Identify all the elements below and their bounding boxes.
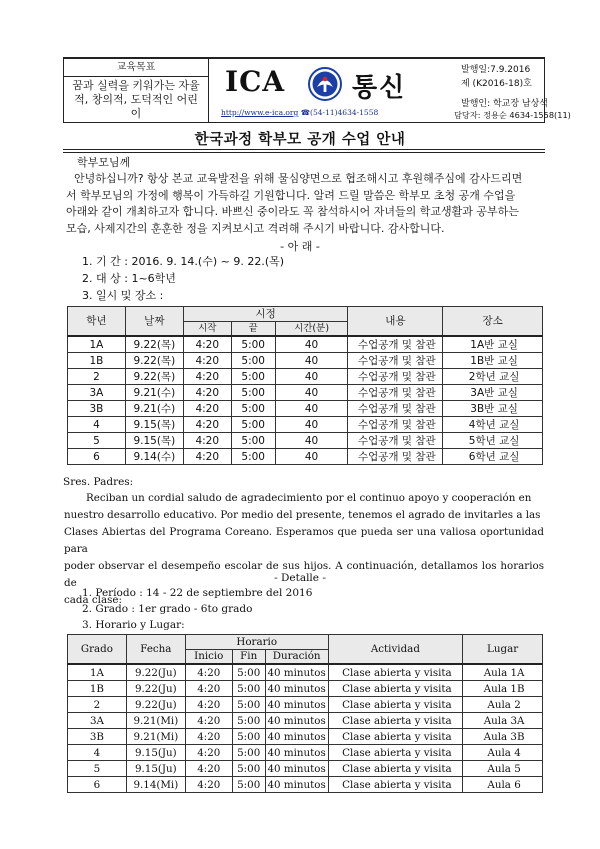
spanish-body-line: nuestro desarrollo educativo. Por medio del presente, tenemos el agrado de invitarles a las xyxy=(64,509,541,521)
logo-title: 통신 xyxy=(352,73,407,103)
table-cell-duration: 40 minutos xyxy=(265,664,328,681)
spanish-greeting: Sres. Padres: xyxy=(63,476,134,488)
table-row xyxy=(68,369,543,385)
table-cell-duration: 40 xyxy=(275,449,348,465)
table-cell-end: 5:00 xyxy=(232,664,265,681)
table-cell-content: 수업공개 및 참관 xyxy=(348,433,443,449)
table-cell-end: 5:00 xyxy=(232,713,265,729)
column-header: Duración xyxy=(265,650,328,664)
table-cell-place: Aula 3A xyxy=(463,713,543,729)
table-cell-date: 9.15(Ju) xyxy=(126,761,185,777)
table-cell-place: Aula 6 xyxy=(463,777,543,793)
title-divider xyxy=(63,152,545,153)
table-cell-place: Aula 1B xyxy=(463,681,543,697)
table-cell-duration: 40 minutos xyxy=(265,697,328,713)
table-cell-place: Aula 5 xyxy=(463,761,543,777)
table-cell-duration: 40 xyxy=(275,433,348,449)
table-cell-end: 5:00 xyxy=(231,369,275,385)
spanish-body-line: Clases Abiertas del Programa Coreano. Esperamos que pueda ser una valiosa oportunidad para xyxy=(64,526,544,555)
column-header: Fin xyxy=(232,650,265,664)
table-cell-start: 4:20 xyxy=(183,336,231,353)
column-header: 시간(분) xyxy=(275,322,348,336)
table-row xyxy=(68,697,543,713)
table-row xyxy=(68,729,543,745)
table-cell-content: Clase abierta y visita xyxy=(328,664,463,681)
table-cell-date: 9.15(목) xyxy=(125,417,183,433)
table-cell-duration: 40 minutos xyxy=(265,729,328,745)
column-header: Inicio xyxy=(185,650,232,664)
table-cell-grade: 3A xyxy=(68,385,126,401)
table-cell-content: Clase abierta y visita xyxy=(328,761,463,777)
table-cell-duration: 40 xyxy=(275,417,348,433)
table-cell-end: 5:00 xyxy=(231,401,275,417)
table-cell-duration: 40 xyxy=(275,336,348,353)
table-cell-content: Clase abierta y visita xyxy=(328,729,463,745)
table-cell-content: 수업공개 및 참관 xyxy=(348,385,443,401)
table-cell-start: 4:20 xyxy=(185,697,232,713)
table-row xyxy=(68,761,543,777)
table-cell-place: 1A반 교실 xyxy=(443,336,543,353)
table-cell-place: Aula 2 xyxy=(463,697,543,713)
table-row xyxy=(68,353,543,369)
table-cell-content: 수업공개 및 참관 xyxy=(348,369,443,385)
spanish-body-line: Reciban un cordial saludo de agradecimiento por el continuo apoyo y cooperación en xyxy=(86,492,532,504)
table-cell-grade: 4 xyxy=(68,745,127,761)
table-cell-grade: 6 xyxy=(68,777,127,793)
column-header: 날짜 xyxy=(125,307,183,337)
table-row xyxy=(68,745,543,761)
spanish-grade: 2. Grado : 1er grado - 6to grado xyxy=(82,603,253,615)
table-cell-start: 4:20 xyxy=(183,449,231,465)
education-goal-label: 교육목표 xyxy=(64,59,208,77)
table-cell-date: 9.14(Mi) xyxy=(126,777,185,793)
table-cell-start: 4:20 xyxy=(185,729,232,745)
table-cell-grade: 6 xyxy=(68,449,126,465)
table-cell-start: 4:20 xyxy=(183,433,231,449)
korean-schedule-table xyxy=(67,306,543,465)
table-cell-date: 9.21(Mi) xyxy=(126,729,185,745)
contact-url-line xyxy=(221,108,378,117)
table-cell-end: 5:00 xyxy=(232,777,265,793)
table-cell-grade: 1A xyxy=(68,336,126,353)
table-row xyxy=(68,449,543,465)
table-cell-place: 3A반 교실 xyxy=(443,385,543,401)
korean-separator: - 아 래 - xyxy=(280,240,320,253)
column-header: 끝 xyxy=(231,322,275,336)
table-cell-start: 4:20 xyxy=(183,385,231,401)
table-cell-content: 수업공개 및 참관 xyxy=(348,353,443,369)
table-cell-end: 5:00 xyxy=(232,745,265,761)
column-header: Horario xyxy=(185,635,328,650)
column-header: 시정 xyxy=(183,307,348,322)
table-cell-duration: 40 xyxy=(275,353,348,369)
table-cell-end: 5:00 xyxy=(232,681,265,697)
table-cell-date: 9.22(Ju) xyxy=(126,664,185,681)
table-cell-end: 5:00 xyxy=(232,761,265,777)
table-row xyxy=(68,401,543,417)
column-header: 장소 xyxy=(443,307,543,337)
column-header: 내용 xyxy=(348,307,443,337)
korean-body-line: 안녕하십니까? 항상 본교 교육발전을 위해 물심양면으로 협조해시고 후원해주심에 감사드리면 xyxy=(74,172,523,185)
table-cell-end: 5:00 xyxy=(231,336,275,353)
table-cell-date: 9.22(목) xyxy=(125,353,183,369)
column-header: 시작 xyxy=(183,322,231,336)
table-cell-date: 9.15(목) xyxy=(125,433,183,449)
table-cell-date: 9.21(수) xyxy=(125,401,183,417)
table-row xyxy=(68,433,543,449)
table-cell-content: Clase abierta y visita xyxy=(328,697,463,713)
issue-number: 제 (K2016-18)호 xyxy=(461,79,532,89)
table-cell-duration: 40 xyxy=(275,369,348,385)
spanish-body-line: poder observar el desempeño escolar de sus hijos. A continuación, detallamos los horarios de xyxy=(64,560,544,589)
table-row xyxy=(68,777,543,793)
table-cell-duration: 40 xyxy=(275,385,348,401)
table-cell-place: Aula 3B xyxy=(463,729,543,745)
table-cell-grade: 1B xyxy=(68,681,127,697)
table-cell-start: 4:20 xyxy=(185,681,232,697)
contact-person: 담당자: 정용순 4634-1558(11) xyxy=(454,110,571,120)
table-cell-place: 1B반 교실 xyxy=(443,353,543,369)
korean-period: 1. 기 간 : 2016. 9. 14.(수) ~ 9. 22.(목) xyxy=(82,255,285,268)
table-cell-end: 5:00 xyxy=(231,417,275,433)
korean-schedule-heading: 3. 일시 및 장소 : xyxy=(82,289,164,302)
table-cell-date: 9.22(Ju) xyxy=(126,697,185,713)
table-cell-place: 2학년 교실 xyxy=(443,369,543,385)
spanish-body-line: cada clase: xyxy=(64,594,122,606)
column-header: Fecha xyxy=(126,635,185,665)
table-cell-date: 9.21(수) xyxy=(125,385,183,401)
table-cell-duration: 40 minutos xyxy=(265,713,328,729)
table-cell-place: Aula 4 xyxy=(463,745,543,761)
table-cell-start: 4:20 xyxy=(185,745,232,761)
spanish-period: 1. Período : 14 - 22 de septiembre del 2016 xyxy=(82,587,313,599)
logo-text: ICA xyxy=(225,65,286,98)
table-cell-grade: 2 xyxy=(68,369,126,385)
table-cell-date: 9.22(목) xyxy=(125,369,183,385)
table-cell-place: Aula 1A xyxy=(463,664,543,681)
table-cell-start: 4:20 xyxy=(185,777,232,793)
table-cell-content: Clase abierta y visita xyxy=(328,713,463,729)
korean-greeting: 학부모님께 xyxy=(77,156,131,169)
korean-body-line: 아래와 같이 개최하고자 합니다. 바쁘신 중이라도 꼭 참석하시어 자녀들의 학교생활과 공부하는 xyxy=(66,205,519,218)
table-cell-end: 5:00 xyxy=(231,449,275,465)
table-cell-date: 9.15(Ju) xyxy=(126,745,185,761)
column-header: Lugar xyxy=(463,635,543,665)
table-cell-content: 수업공개 및 참관 xyxy=(348,417,443,433)
table-cell-duration: 40 minutos xyxy=(265,681,328,697)
korean-target: 2. 대 상 : 1~6학년 xyxy=(82,272,176,285)
issue-info xyxy=(454,59,571,123)
table-cell-place: 5학년 교실 xyxy=(443,433,543,449)
table-cell-duration: 40 minutos xyxy=(265,745,328,761)
phone-number: ☎(54-11)4634-1558 xyxy=(300,108,379,117)
table-cell-content: 수업공개 및 참관 xyxy=(348,449,443,465)
table-cell-start: 4:20 xyxy=(183,401,231,417)
table-cell-grade: 2 xyxy=(68,697,127,713)
table-cell-content: 수업공개 및 참관 xyxy=(348,336,443,353)
table-cell-grade: 3B xyxy=(68,401,126,417)
ica-emblem-icon xyxy=(308,67,342,101)
table-row xyxy=(68,336,543,353)
table-cell-content: Clase abierta y visita xyxy=(328,681,463,697)
education-goal-box xyxy=(64,59,209,123)
table-cell-start: 4:20 xyxy=(183,353,231,369)
table-cell-content: Clase abierta y visita xyxy=(328,745,463,761)
table-cell-place: 3B반 교실 xyxy=(443,401,543,417)
website-link[interactable]: http://www.e-ica.org xyxy=(221,108,299,117)
korean-body xyxy=(66,171,546,237)
table-cell-duration: 40 minutos xyxy=(265,761,328,777)
table-cell-end: 5:00 xyxy=(231,353,275,369)
korean-body-line: 서 학부모님의 가정에 행복이 가득하길 기원합니다. 알려 드릴 말씀은 학부모 초청 공개 수업을 xyxy=(66,188,516,202)
table-cell-place: 4학년 교실 xyxy=(443,417,543,433)
table-row xyxy=(68,664,543,681)
newsletter-header xyxy=(63,57,571,123)
table-cell-grade: 4 xyxy=(68,417,126,433)
table-cell-end: 5:00 xyxy=(231,433,275,449)
table-row xyxy=(68,385,543,401)
table-row xyxy=(68,681,543,697)
spanish-separator: - Detalle - xyxy=(274,572,326,584)
table-cell-end: 5:00 xyxy=(231,385,275,401)
table-cell-start: 4:20 xyxy=(185,664,232,681)
table-cell-grade: 5 xyxy=(68,433,126,449)
table-cell-grade: 1A xyxy=(68,664,127,681)
newsletter-logo xyxy=(209,59,459,123)
issue-date: 발행일:7.9.2016 xyxy=(461,65,531,75)
spanish-schedule-heading: 3. Horario y Lugar: xyxy=(82,619,185,631)
table-cell-date: 9.14(수) xyxy=(125,449,183,465)
table-cell-date: 9.22(Ju) xyxy=(126,681,185,697)
table-row xyxy=(68,417,543,433)
table-cell-content: Clase abierta y visita xyxy=(328,777,463,793)
table-cell-grade: 5 xyxy=(68,761,127,777)
education-goal-motto: 꿈과 실력을 키워가는 자율적, 창의적, 도덕적인 어린이 xyxy=(72,79,200,120)
table-cell-grade: 3A xyxy=(68,713,127,729)
table-cell-start: 4:20 xyxy=(183,417,231,433)
page-title: 한국과정 학부모 공개 수업 안내 xyxy=(194,132,406,148)
table-cell-start: 4:20 xyxy=(185,761,232,777)
column-header: Actividad xyxy=(328,635,463,665)
table-cell-place: 6학년 교실 xyxy=(443,449,543,465)
column-header: Grado xyxy=(68,635,127,665)
table-cell-grade: 3B xyxy=(68,729,127,745)
table-cell-date: 9.21(Mi) xyxy=(126,713,185,729)
spanish-schedule-table xyxy=(67,634,543,793)
column-header: 학년 xyxy=(68,307,126,337)
table-cell-duration: 40 minutos xyxy=(265,777,328,793)
korean-body-line: 모습, 사제지간의 훈훈한 정을 지켜보시고 격려해 주시기 바랍니다. 감사합니다. xyxy=(66,221,445,235)
table-cell-start: 4:20 xyxy=(185,713,232,729)
table-cell-content: 수업공개 및 참관 xyxy=(348,401,443,417)
title-divider xyxy=(63,149,545,150)
publisher: 발행인: 학교장 남상석 xyxy=(461,99,549,109)
table-cell-start: 4:20 xyxy=(183,369,231,385)
table-cell-date: 9.22(목) xyxy=(125,336,183,353)
table-cell-grade: 1B xyxy=(68,353,126,369)
table-cell-duration: 40 xyxy=(275,401,348,417)
table-cell-end: 5:00 xyxy=(232,697,265,713)
table-cell-end: 5:00 xyxy=(232,729,265,745)
table-row xyxy=(68,713,543,729)
